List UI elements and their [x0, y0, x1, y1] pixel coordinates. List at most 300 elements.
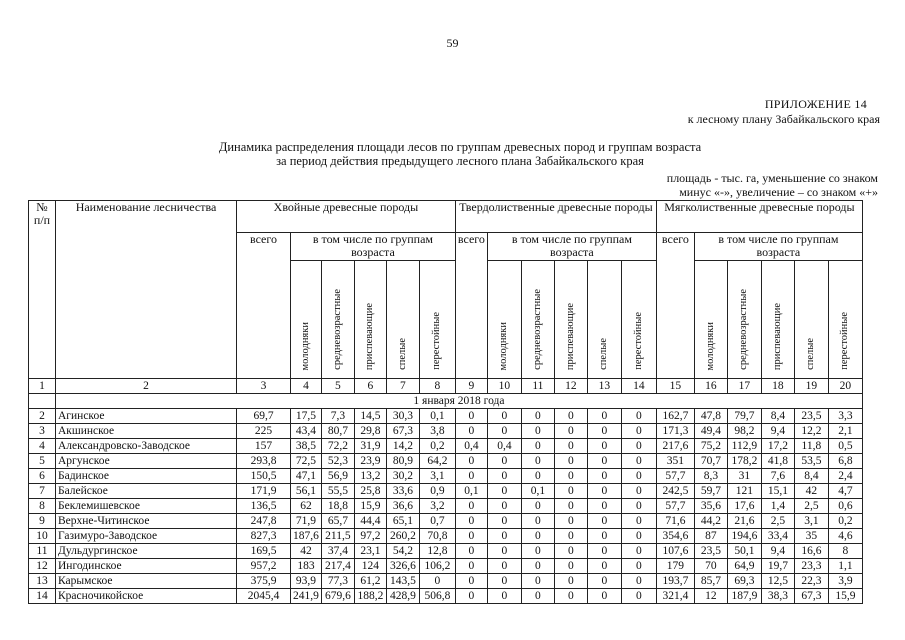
value-cell: 69,7: [237, 409, 291, 424]
value-cell: 0: [521, 439, 554, 454]
forestry-name: Верхне-Читинское: [56, 514, 237, 529]
value-cell: 0,9: [419, 484, 455, 499]
value-cell: 136,5: [237, 499, 291, 514]
column-number: 12: [554, 379, 587, 394]
forest-distribution-table: [28, 200, 863, 604]
value-cell: 79,7: [727, 409, 761, 424]
value-cell: 106,2: [419, 559, 455, 574]
value-cell: 428,9: [386, 589, 419, 604]
appendix-subtitle: к лесному плану Забайкальского края: [687, 112, 880, 126]
value-cell: 57,7: [656, 469, 694, 484]
value-cell: 0: [455, 454, 487, 469]
header-softwood-total: всего: [656, 233, 694, 379]
value-cell: 150,5: [237, 469, 291, 484]
units-note-line1: площадь - тыс. га, уменьшение со знаком: [666, 171, 878, 185]
value-cell: 0: [587, 589, 621, 604]
value-cell: 37,4: [321, 544, 354, 559]
value-cell: 0: [587, 544, 621, 559]
header-hardwood-age-3: [587, 261, 621, 379]
value-cell: 30,3: [386, 409, 419, 424]
value-cell: 85,7: [694, 574, 727, 589]
value-cell: 0: [521, 499, 554, 514]
table-header: [29, 201, 863, 394]
value-cell: 9,4: [761, 424, 794, 439]
value-cell: 33,4: [761, 529, 794, 544]
header-age-label: перестойные: [839, 312, 851, 370]
value-cell: 53,5: [794, 454, 828, 469]
column-number: 14: [621, 379, 656, 394]
value-cell: 42: [291, 544, 322, 559]
value-cell: 16,6: [794, 544, 828, 559]
value-cell: 23,3: [794, 559, 828, 574]
value-cell: 0: [621, 499, 656, 514]
value-cell: 35,6: [694, 499, 727, 514]
value-cell: 0: [621, 574, 656, 589]
column-number: 10: [487, 379, 521, 394]
forestry-name: Бадинское: [56, 469, 237, 484]
appendix-label: ПРИЛОЖЕНИЕ 14: [764, 97, 867, 111]
row-number: 13: [29, 574, 56, 589]
value-cell: 351: [656, 454, 694, 469]
value-cell: 64,2: [419, 454, 455, 469]
value-cell: 18,8: [321, 499, 354, 514]
column-number: 2: [56, 379, 237, 394]
table-row: [29, 454, 863, 469]
value-cell: 0: [487, 574, 521, 589]
value-cell: 19,7: [761, 559, 794, 574]
value-cell: 0: [554, 499, 587, 514]
forestry-name: Аргунское: [56, 454, 237, 469]
value-cell: 22,3: [794, 574, 828, 589]
value-cell: 171,3: [656, 424, 694, 439]
value-cell: 2,5: [794, 499, 828, 514]
value-cell: 47,1: [291, 469, 322, 484]
value-cell: 0: [587, 514, 621, 529]
table-row: [29, 544, 863, 559]
header-age-label: спелые: [805, 338, 817, 370]
row-number: 9: [29, 514, 56, 529]
column-number: 18: [761, 379, 794, 394]
value-cell: 67,3: [386, 424, 419, 439]
table-row: [29, 484, 863, 499]
value-cell: 3,1: [419, 469, 455, 484]
value-cell: 0: [455, 574, 487, 589]
value-cell: 70: [694, 559, 727, 574]
value-cell: 0: [554, 514, 587, 529]
value-cell: 0: [587, 454, 621, 469]
value-cell: 80,9: [386, 454, 419, 469]
value-cell: 69,3: [727, 574, 761, 589]
value-cell: 1,4: [761, 499, 794, 514]
value-cell: 0: [587, 529, 621, 544]
value-cell: 13,2: [354, 469, 386, 484]
table-row: [29, 469, 863, 484]
value-cell: 52,3: [321, 454, 354, 469]
value-cell: 0,1: [521, 484, 554, 499]
value-cell: 0: [487, 514, 521, 529]
value-cell: 0: [521, 589, 554, 604]
header-softwood-age-3: [794, 261, 828, 379]
value-cell: 0,7: [419, 514, 455, 529]
value-cell: 0: [521, 514, 554, 529]
value-cell: 0: [455, 424, 487, 439]
value-cell: 23,1: [354, 544, 386, 559]
value-cell: 0: [521, 424, 554, 439]
value-cell: 179: [656, 559, 694, 574]
value-cell: 0: [521, 544, 554, 559]
value-cell: 49,4: [694, 424, 727, 439]
value-cell: 0: [487, 424, 521, 439]
value-cell: 0: [521, 454, 554, 469]
value-cell: 0: [554, 409, 587, 424]
value-cell: 242,5: [656, 484, 694, 499]
column-number: 7: [386, 379, 419, 394]
value-cell: 0: [487, 454, 521, 469]
value-cell: 29,8: [354, 424, 386, 439]
header-conifer-age-2: [354, 261, 386, 379]
value-cell: 0: [554, 574, 587, 589]
column-number: 8: [419, 379, 455, 394]
value-cell: 0: [455, 409, 487, 424]
value-cell: 0: [621, 439, 656, 454]
header-age-label: средневозрастные: [531, 289, 543, 370]
value-cell: 44,4: [354, 514, 386, 529]
value-cell: 0: [521, 559, 554, 574]
value-cell: 71,9: [291, 514, 322, 529]
value-cell: 0: [587, 484, 621, 499]
row-number: 5: [29, 454, 56, 469]
value-cell: 0: [621, 514, 656, 529]
value-cell: 0: [487, 589, 521, 604]
row-number: 4: [29, 439, 56, 454]
value-cell: 11,8: [794, 439, 828, 454]
column-number: 17: [727, 379, 761, 394]
header-age-label: перестойные: [632, 312, 644, 370]
value-cell: 98,2: [727, 424, 761, 439]
value-cell: 0: [487, 529, 521, 544]
value-cell: 21,6: [727, 514, 761, 529]
column-number: 1: [29, 379, 56, 394]
forestry-name: Карымское: [56, 574, 237, 589]
column-number: 6: [354, 379, 386, 394]
value-cell: 33,6: [386, 484, 419, 499]
value-cell: 0: [554, 484, 587, 499]
value-cell: 97,2: [354, 529, 386, 544]
value-cell: 71,6: [656, 514, 694, 529]
column-number: 9: [455, 379, 487, 394]
header-age-label: молодняки: [299, 321, 311, 370]
value-cell: 187,6: [291, 529, 322, 544]
column-number: 15: [656, 379, 694, 394]
value-cell: 0: [455, 529, 487, 544]
units-note-line2: минус «-», увеличение – со знаком «+»: [679, 185, 878, 199]
column-number: 5: [321, 379, 354, 394]
header-hardwood-incl: в том числе по группам возраста: [487, 233, 656, 261]
value-cell: 171,9: [237, 484, 291, 499]
column-number: 16: [694, 379, 727, 394]
header-conifer-age-3: [386, 261, 419, 379]
column-number: 11: [521, 379, 554, 394]
header-age-label: перестойные: [431, 312, 443, 370]
page-number: 59: [446, 36, 459, 50]
value-cell: 194,6: [727, 529, 761, 544]
value-cell: 3,8: [419, 424, 455, 439]
value-cell: 679,6: [321, 589, 354, 604]
value-cell: 2,5: [761, 514, 794, 529]
value-cell: 0: [455, 589, 487, 604]
value-cell: 217,6: [656, 439, 694, 454]
value-cell: 3,2: [419, 499, 455, 514]
forestry-name: Газимуро-Заводское: [56, 529, 237, 544]
value-cell: 0: [487, 559, 521, 574]
value-cell: 36,6: [386, 499, 419, 514]
value-cell: 87: [694, 529, 727, 544]
value-cell: 0: [621, 544, 656, 559]
value-cell: 157: [237, 439, 291, 454]
value-cell: 0: [455, 544, 487, 559]
table-title-line2: за период действия предыдущего лесного плана Забайкальского края: [276, 154, 644, 168]
value-cell: 107,6: [656, 544, 694, 559]
table-row: [29, 424, 863, 439]
value-cell: 0,1: [419, 409, 455, 424]
value-cell: 178,2: [727, 454, 761, 469]
table-row: [29, 409, 863, 424]
table-row: [29, 499, 863, 514]
row-number: 14: [29, 589, 56, 604]
value-cell: 0,1: [455, 484, 487, 499]
value-cell: 31: [727, 469, 761, 484]
value-cell: 0: [621, 529, 656, 544]
value-cell: 169,5: [237, 544, 291, 559]
header-softwood-age-0: [694, 261, 727, 379]
value-cell: 12: [694, 589, 727, 604]
value-cell: 3,3: [828, 409, 862, 424]
value-cell: 42: [794, 484, 828, 499]
header-hardwood-age-0: [487, 261, 521, 379]
header-hardwood-age-2: [554, 261, 587, 379]
value-cell: 64,9: [727, 559, 761, 574]
forestry-name: Балейское: [56, 484, 237, 499]
header-conifer-total: всего: [237, 233, 291, 379]
column-number: 13: [587, 379, 621, 394]
value-cell: 8,4: [761, 409, 794, 424]
value-cell: 0,2: [419, 439, 455, 454]
value-cell: 55,5: [321, 484, 354, 499]
header-conifer: Хвойные древесные породы: [237, 201, 456, 233]
value-cell: 0: [554, 439, 587, 454]
value-cell: 187,9: [727, 589, 761, 604]
header-num: № п/п: [29, 201, 56, 379]
value-cell: 260,2: [386, 529, 419, 544]
value-cell: 31,9: [354, 439, 386, 454]
value-cell: 354,6: [656, 529, 694, 544]
value-cell: 4,6: [828, 529, 862, 544]
value-cell: 15,1: [761, 484, 794, 499]
value-cell: 162,7: [656, 409, 694, 424]
value-cell: 0: [455, 499, 487, 514]
value-cell: 225: [237, 424, 291, 439]
column-number: 19: [794, 379, 828, 394]
header-age-label: приспевающие: [564, 302, 576, 370]
value-cell: 0: [554, 424, 587, 439]
value-cell: 0: [554, 454, 587, 469]
value-cell: 827,3: [237, 529, 291, 544]
value-cell: 25,8: [354, 484, 386, 499]
value-cell: 38,5: [291, 439, 322, 454]
value-cell: 0: [487, 469, 521, 484]
value-cell: 50,1: [727, 544, 761, 559]
header-softwood: Мягколиственные древесные породы: [656, 201, 862, 233]
value-cell: 7,3: [321, 409, 354, 424]
column-number: 3: [237, 379, 291, 394]
value-cell: 15,9: [354, 499, 386, 514]
value-cell: 17,2: [761, 439, 794, 454]
value-cell: 2,1: [828, 424, 862, 439]
value-cell: 23,5: [694, 544, 727, 559]
value-cell: 121: [727, 484, 761, 499]
value-cell: 15,9: [828, 589, 862, 604]
forestry-name: Ингодинское: [56, 559, 237, 574]
value-cell: 8,3: [694, 469, 727, 484]
value-cell: 65,7: [321, 514, 354, 529]
value-cell: 12,2: [794, 424, 828, 439]
section-num-cell: [29, 394, 56, 409]
value-cell: 0: [554, 529, 587, 544]
value-cell: 0,5: [828, 439, 862, 454]
value-cell: 72,5: [291, 454, 322, 469]
value-cell: 4,7: [828, 484, 862, 499]
value-cell: 8,4: [794, 469, 828, 484]
value-cell: 75,2: [694, 439, 727, 454]
header-conifer-age-4: [419, 261, 455, 379]
forestry-name: Александровско-Заводское: [56, 439, 237, 454]
value-cell: 0: [521, 469, 554, 484]
column-number: 4: [291, 379, 322, 394]
value-cell: 0,4: [455, 439, 487, 454]
value-cell: 17,5: [291, 409, 322, 424]
value-cell: 0: [455, 514, 487, 529]
value-cell: 9,4: [761, 544, 794, 559]
header-age-label: приспевающие: [364, 302, 376, 370]
value-cell: 0: [521, 529, 554, 544]
value-cell: 47,8: [694, 409, 727, 424]
row-number: 3: [29, 424, 56, 439]
value-cell: 67,3: [794, 589, 828, 604]
header-softwood-age-4: [828, 261, 862, 379]
value-cell: 0: [554, 589, 587, 604]
row-number: 6: [29, 469, 56, 484]
value-cell: 0: [554, 559, 587, 574]
value-cell: 241,9: [291, 589, 322, 604]
table-row: [29, 514, 863, 529]
value-cell: 124: [354, 559, 386, 574]
row-number: 2: [29, 409, 56, 424]
value-cell: 3,1: [794, 514, 828, 529]
value-cell: 2045,4: [237, 589, 291, 604]
value-cell: 70,8: [419, 529, 455, 544]
value-cell: 61,2: [354, 574, 386, 589]
value-cell: 38,3: [761, 589, 794, 604]
value-cell: 0: [621, 409, 656, 424]
value-cell: 23,9: [354, 454, 386, 469]
value-cell: 41,8: [761, 454, 794, 469]
value-cell: 30,2: [386, 469, 419, 484]
header-name: Наименование лесничества: [56, 201, 237, 379]
value-cell: 0: [419, 574, 455, 589]
value-cell: 0: [487, 499, 521, 514]
header-age-label: спелые: [396, 338, 408, 370]
value-cell: 17,6: [727, 499, 761, 514]
forestry-name: Агинское: [56, 409, 237, 424]
value-cell: 0,2: [828, 514, 862, 529]
section-label: 1 января 2018 года: [56, 394, 863, 409]
value-cell: 54,2: [386, 544, 419, 559]
row-number: 7: [29, 484, 56, 499]
value-cell: 0: [521, 574, 554, 589]
value-cell: 0: [587, 559, 621, 574]
value-cell: 326,6: [386, 559, 419, 574]
value-cell: 0: [521, 409, 554, 424]
value-cell: 0: [587, 469, 621, 484]
value-cell: 2,4: [828, 469, 862, 484]
header-softwood-age-1: [727, 261, 761, 379]
header-hardwood-total: всего: [455, 233, 487, 379]
value-cell: 0: [455, 469, 487, 484]
header-softwood-age-2: [761, 261, 794, 379]
value-cell: 65,1: [386, 514, 419, 529]
value-cell: 0: [621, 424, 656, 439]
value-cell: 0: [587, 574, 621, 589]
value-cell: 93,9: [291, 574, 322, 589]
value-cell: 247,8: [237, 514, 291, 529]
value-cell: 0: [554, 469, 587, 484]
value-cell: 0: [587, 439, 621, 454]
value-cell: 293,8: [237, 454, 291, 469]
table-body: [29, 394, 863, 604]
header-softwood-incl: в том числе по группам возраста: [694, 233, 862, 261]
header-age-label: средневозрастные: [738, 289, 750, 370]
value-cell: 59,7: [694, 484, 727, 499]
value-cell: 0: [587, 409, 621, 424]
header-conifer-age-0: [291, 261, 322, 379]
value-cell: 44,2: [694, 514, 727, 529]
table-row: [29, 589, 863, 604]
value-cell: 6,8: [828, 454, 862, 469]
value-cell: 0: [621, 589, 656, 604]
value-cell: 321,4: [656, 589, 694, 604]
value-cell: 62: [291, 499, 322, 514]
value-cell: 72,2: [321, 439, 354, 454]
value-cell: 0: [487, 544, 521, 559]
value-cell: 0,6: [828, 499, 862, 514]
value-cell: 0: [621, 484, 656, 499]
value-cell: 0,4: [487, 439, 521, 454]
value-cell: 14,5: [354, 409, 386, 424]
value-cell: 0: [621, 559, 656, 574]
table-title-line1: Динамика распределения площади лесов по группам древесных пород и группам возраста: [218, 140, 702, 154]
row-number: 12: [29, 559, 56, 574]
value-cell: 3,9: [828, 574, 862, 589]
forestry-name: Дульдургинское: [56, 544, 237, 559]
column-number: 20: [828, 379, 862, 394]
value-cell: 57,7: [656, 499, 694, 514]
header-conifer-age-1: [321, 261, 354, 379]
value-cell: 375,9: [237, 574, 291, 589]
header-hardwood: Твердолиственные древесные породы: [455, 201, 656, 233]
table-row: [29, 574, 863, 589]
value-cell: 0: [587, 424, 621, 439]
value-cell: 43,4: [291, 424, 322, 439]
